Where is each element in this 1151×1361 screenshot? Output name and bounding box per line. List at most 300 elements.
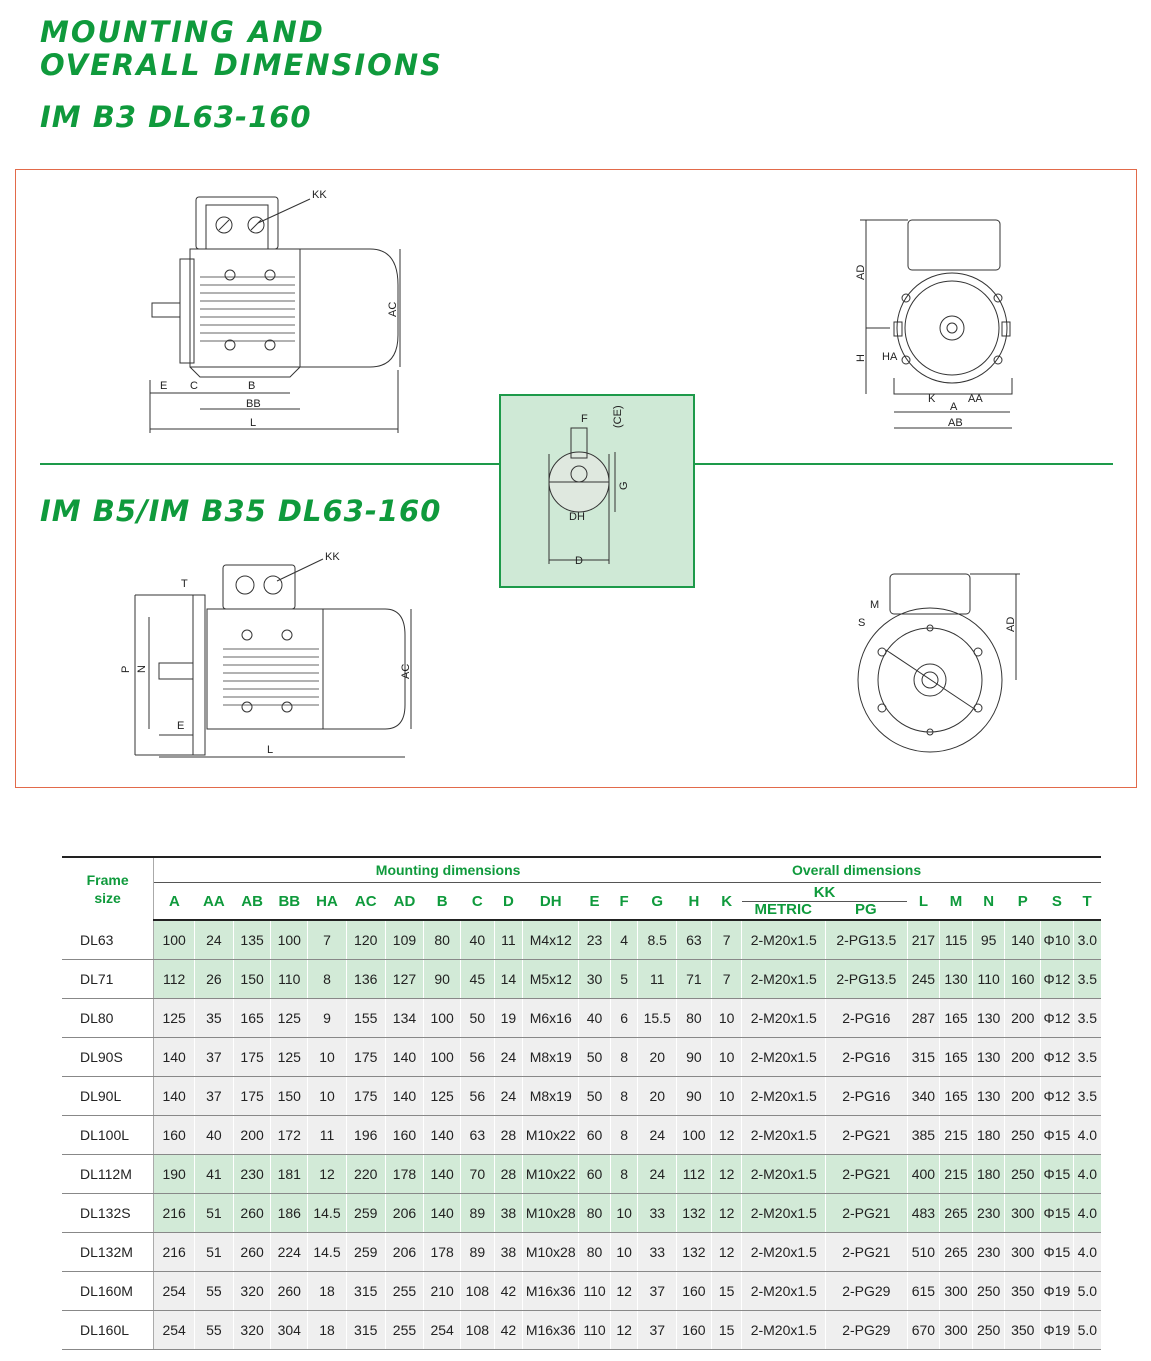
cell-h: 132 bbox=[677, 1194, 712, 1233]
cell-e: 80 bbox=[579, 1233, 611, 1272]
cell-k: 10 bbox=[711, 1077, 742, 1116]
cell-d: 24 bbox=[494, 1077, 523, 1116]
label-h: H bbox=[855, 354, 867, 362]
cell-kk-pg: 2-PG21 bbox=[826, 1194, 908, 1233]
cell-b: 254 bbox=[424, 1311, 461, 1350]
header-b: B bbox=[424, 883, 461, 921]
label-n: N bbox=[136, 665, 148, 673]
cell-a: 140 bbox=[154, 1038, 195, 1077]
cell-ad: 255 bbox=[385, 1272, 424, 1311]
table-row bbox=[62, 1194, 1101, 1233]
header-dh: DH bbox=[523, 883, 579, 921]
cell-m: 115 bbox=[940, 920, 973, 960]
header-d: D bbox=[494, 883, 523, 921]
cell-ha: 14.5 bbox=[308, 1233, 347, 1272]
header-c: C bbox=[461, 883, 495, 921]
cell-e: 50 bbox=[579, 1077, 611, 1116]
cell-b: 140 bbox=[424, 1194, 461, 1233]
cell-e: 30 bbox=[579, 960, 611, 999]
header-n: N bbox=[972, 883, 1005, 921]
label-k: K bbox=[928, 393, 936, 405]
cell-s: Φ15 bbox=[1041, 1116, 1074, 1155]
cell-a: 216 bbox=[154, 1233, 195, 1272]
cell-kk-metric: 2-M20x1.5 bbox=[742, 1233, 826, 1272]
cell-s: Φ12 bbox=[1041, 960, 1074, 999]
cell-p: 200 bbox=[1005, 1038, 1041, 1077]
label-ad-b5: AD bbox=[1005, 616, 1017, 632]
cell-ab: 200 bbox=[233, 1116, 271, 1155]
cell-n: 230 bbox=[972, 1194, 1005, 1233]
cell-n: 130 bbox=[972, 1077, 1005, 1116]
cell-b: 125 bbox=[424, 1077, 461, 1116]
cell-dh: M16x36 bbox=[523, 1272, 579, 1311]
cell-p: 250 bbox=[1005, 1155, 1041, 1194]
cell-b: 100 bbox=[424, 999, 461, 1038]
table-row bbox=[62, 1272, 1101, 1311]
cell-l: 400 bbox=[907, 1155, 940, 1194]
cell-ad: 206 bbox=[385, 1194, 424, 1233]
cell-a: 112 bbox=[154, 960, 195, 999]
header-h: H bbox=[677, 883, 712, 921]
cell-ac: 175 bbox=[346, 1077, 385, 1116]
header-ad: AD bbox=[385, 883, 424, 921]
header-l: L bbox=[907, 883, 940, 921]
header-m: M bbox=[940, 883, 973, 921]
cell-s: Φ15 bbox=[1041, 1233, 1074, 1272]
cell-ha: 12 bbox=[308, 1155, 347, 1194]
cell-b: 100 bbox=[424, 1038, 461, 1077]
cell-ab: 175 bbox=[233, 1038, 271, 1077]
frame-size-cell: DL63 bbox=[62, 920, 154, 960]
cell-l: 483 bbox=[907, 1194, 940, 1233]
cell-b: 178 bbox=[424, 1233, 461, 1272]
cell-ad: 140 bbox=[385, 1038, 424, 1077]
cell-dh: M6x16 bbox=[523, 999, 579, 1038]
cell-k: 12 bbox=[711, 1155, 742, 1194]
cell-l: 315 bbox=[907, 1038, 940, 1077]
cell-d: 28 bbox=[494, 1155, 523, 1194]
cell-t: 5.0 bbox=[1073, 1272, 1101, 1311]
cell-ab: 175 bbox=[233, 1077, 271, 1116]
table-row bbox=[62, 1077, 1101, 1116]
cell-p: 300 bbox=[1005, 1194, 1041, 1233]
cell-b: 90 bbox=[424, 960, 461, 999]
cell-l: 670 bbox=[907, 1311, 940, 1350]
cell-ac: 155 bbox=[346, 999, 385, 1038]
cell-n: 130 bbox=[972, 1038, 1005, 1077]
cell-g: 24 bbox=[638, 1116, 677, 1155]
label-ab: AB bbox=[948, 417, 963, 429]
cell-g: 8.5 bbox=[638, 920, 677, 960]
cell-f: 8 bbox=[610, 1038, 638, 1077]
cell-s: Φ15 bbox=[1041, 1155, 1074, 1194]
cell-f: 6 bbox=[610, 999, 638, 1038]
cell-bb: 181 bbox=[271, 1155, 308, 1194]
header-f: F bbox=[610, 883, 638, 921]
cell-e: 60 bbox=[579, 1155, 611, 1194]
cell-p: 160 bbox=[1005, 960, 1041, 999]
frame-size-cell: DL71 bbox=[62, 960, 154, 999]
label-ad: AD bbox=[855, 264, 867, 280]
header-kk-label: KK bbox=[742, 885, 907, 902]
cell-f: 8 bbox=[610, 1116, 638, 1155]
cell-bb: 125 bbox=[271, 999, 308, 1038]
cell-e: 60 bbox=[579, 1116, 611, 1155]
cell-a: 216 bbox=[154, 1194, 195, 1233]
label-p: P bbox=[120, 665, 132, 673]
cell-k: 7 bbox=[711, 920, 742, 960]
cell-kk-metric: 2-M20x1.5 bbox=[742, 1272, 826, 1311]
label-kk-b5: KK bbox=[325, 551, 340, 563]
cell-h: 90 bbox=[677, 1038, 712, 1077]
frame-size-cell: DL160M bbox=[62, 1272, 154, 1311]
cell-aa: 51 bbox=[195, 1194, 234, 1233]
cell-h: 90 bbox=[677, 1077, 712, 1116]
cell-h: 132 bbox=[677, 1233, 712, 1272]
cell-e: 80 bbox=[579, 1194, 611, 1233]
table-row bbox=[62, 1311, 1101, 1350]
table-row bbox=[62, 1116, 1101, 1155]
cell-c: 89 bbox=[461, 1194, 495, 1233]
cell-c: 63 bbox=[461, 1116, 495, 1155]
cell-f: 10 bbox=[610, 1194, 638, 1233]
cell-t: 5.0 bbox=[1073, 1311, 1101, 1350]
cell-k: 7 bbox=[711, 960, 742, 999]
cell-t: 3.0 bbox=[1073, 920, 1101, 960]
frame-header-line1: Frame bbox=[86, 872, 129, 888]
divider-line-right bbox=[695, 463, 1113, 465]
shaft-detail-drawing bbox=[499, 394, 695, 588]
section-title-b5: IM B5/IM B35 DL63-160 bbox=[40, 494, 442, 528]
cell-h: 112 bbox=[677, 1155, 712, 1194]
b3-side-view-drawing bbox=[130, 185, 430, 440]
cell-d: 38 bbox=[494, 1233, 523, 1272]
cell-ad: 127 bbox=[385, 960, 424, 999]
cell-ha: 18 bbox=[308, 1272, 347, 1311]
cell-ab: 150 bbox=[233, 960, 271, 999]
label-f: F bbox=[581, 413, 588, 425]
cell-k: 12 bbox=[711, 1116, 742, 1155]
cell-s: Φ19 bbox=[1041, 1272, 1074, 1311]
cell-e: 40 bbox=[579, 999, 611, 1038]
cell-bb: 304 bbox=[271, 1311, 308, 1350]
cell-l: 510 bbox=[907, 1233, 940, 1272]
cell-ha: 10 bbox=[308, 1038, 347, 1077]
label-m: M bbox=[870, 599, 880, 611]
cell-p: 200 bbox=[1005, 1077, 1041, 1116]
b5-side-view-drawing bbox=[115, 545, 425, 760]
cell-c: 40 bbox=[461, 920, 495, 960]
header-kk-metric: METRIC bbox=[754, 900, 813, 918]
cell-d: 14 bbox=[494, 960, 523, 999]
cell-g: 24 bbox=[638, 1155, 677, 1194]
cell-m: 165 bbox=[940, 999, 973, 1038]
cell-kk-metric: 2-M20x1.5 bbox=[742, 999, 826, 1038]
cell-f: 12 bbox=[610, 1272, 638, 1311]
cell-dh: M8x19 bbox=[523, 1077, 579, 1116]
cell-d: 42 bbox=[494, 1311, 523, 1350]
cell-a: 100 bbox=[154, 920, 195, 960]
group-mounting-header: Mounting dimensions bbox=[154, 857, 742, 883]
label-ac-b5: AC bbox=[400, 663, 412, 679]
cell-kk-metric: 2-M20x1.5 bbox=[742, 1077, 826, 1116]
label-s: S bbox=[858, 617, 866, 629]
cell-ha: 9 bbox=[308, 999, 347, 1038]
cell-dh: M4x12 bbox=[523, 920, 579, 960]
cell-kk-pg: 2-PG21 bbox=[826, 1155, 908, 1194]
cell-g: 33 bbox=[638, 1194, 677, 1233]
header-g: G bbox=[638, 883, 677, 921]
cell-b: 140 bbox=[424, 1155, 461, 1194]
cell-aa: 55 bbox=[195, 1311, 234, 1350]
cell-kk-metric: 2-M20x1.5 bbox=[742, 1194, 826, 1233]
cell-c: 56 bbox=[461, 1077, 495, 1116]
cell-ad: 178 bbox=[385, 1155, 424, 1194]
cell-a: 125 bbox=[154, 999, 195, 1038]
cell-k: 15 bbox=[711, 1272, 742, 1311]
cell-dh: M8x19 bbox=[523, 1038, 579, 1077]
cell-m: 300 bbox=[940, 1272, 973, 1311]
cell-kk-pg: 2-PG16 bbox=[826, 999, 908, 1038]
cell-c: 70 bbox=[461, 1155, 495, 1194]
frame-size-cell: DL160L bbox=[62, 1311, 154, 1350]
frame-header-line2: size bbox=[94, 890, 121, 906]
label-t: T bbox=[181, 578, 188, 590]
main-title-line1: MOUNTING AND bbox=[40, 15, 325, 49]
header-e: E bbox=[579, 883, 611, 921]
cell-kk-pg: 2-PG16 bbox=[826, 1077, 908, 1116]
cell-g: 37 bbox=[638, 1272, 677, 1311]
cell-t: 3.5 bbox=[1073, 1077, 1101, 1116]
cell-ab: 260 bbox=[233, 1233, 271, 1272]
cell-kk-pg: 2-PG21 bbox=[826, 1233, 908, 1272]
cell-a: 140 bbox=[154, 1077, 195, 1116]
cell-c: 108 bbox=[461, 1311, 495, 1350]
divider-line-left bbox=[40, 463, 499, 465]
table-row bbox=[62, 920, 1101, 960]
cell-d: 28 bbox=[494, 1116, 523, 1155]
cell-m: 165 bbox=[940, 1038, 973, 1077]
header-ac: AC bbox=[346, 883, 385, 921]
cell-m: 300 bbox=[940, 1311, 973, 1350]
cell-s: Φ15 bbox=[1041, 1194, 1074, 1233]
cell-l: 340 bbox=[907, 1077, 940, 1116]
cell-aa: 51 bbox=[195, 1233, 234, 1272]
cell-m: 130 bbox=[940, 960, 973, 999]
cell-c: 50 bbox=[461, 999, 495, 1038]
cell-p: 200 bbox=[1005, 999, 1041, 1038]
cell-l: 615 bbox=[907, 1272, 940, 1311]
label-g: G bbox=[618, 481, 630, 490]
cell-a: 160 bbox=[154, 1116, 195, 1155]
header-kk bbox=[742, 883, 907, 921]
b5-front-view-drawing bbox=[850, 570, 1030, 755]
cell-ac: 136 bbox=[346, 960, 385, 999]
cell-g: 33 bbox=[638, 1233, 677, 1272]
header-ha: HA bbox=[308, 883, 347, 921]
cell-ab: 165 bbox=[233, 999, 271, 1038]
table-row bbox=[62, 1233, 1101, 1272]
label-d: D bbox=[575, 555, 583, 567]
cell-kk-pg: 2-PG29 bbox=[826, 1311, 908, 1350]
label-ce: (CE) bbox=[612, 405, 624, 428]
cell-dh: M10x22 bbox=[523, 1116, 579, 1155]
cell-t: 4.0 bbox=[1073, 1155, 1101, 1194]
label-ac: AC bbox=[387, 301, 399, 317]
main-title bbox=[40, 16, 443, 82]
cell-t: 3.5 bbox=[1073, 960, 1101, 999]
cell-ad: 109 bbox=[385, 920, 424, 960]
cell-n: 250 bbox=[972, 1311, 1005, 1350]
table-row bbox=[62, 1038, 1101, 1077]
cell-kk-pg: 2-PG13.5 bbox=[826, 920, 908, 960]
header-t: T bbox=[1073, 883, 1101, 921]
cell-ha: 11 bbox=[308, 1116, 347, 1155]
cell-ab: 230 bbox=[233, 1155, 271, 1194]
cell-kk-pg: 2-PG13.5 bbox=[826, 960, 908, 999]
header-ab: AB bbox=[233, 883, 271, 921]
cell-p: 140 bbox=[1005, 920, 1041, 960]
cell-n: 95 bbox=[972, 920, 1005, 960]
cell-c: 89 bbox=[461, 1233, 495, 1272]
cell-t: 4.0 bbox=[1073, 1194, 1101, 1233]
cell-kk-pg: 2-PG16 bbox=[826, 1038, 908, 1077]
cell-g: 37 bbox=[638, 1311, 677, 1350]
cell-kk-metric: 2-M20x1.5 bbox=[742, 920, 826, 960]
cell-f: 5 bbox=[610, 960, 638, 999]
cell-s: Φ12 bbox=[1041, 1077, 1074, 1116]
cell-bb: 110 bbox=[271, 960, 308, 999]
cell-ad: 134 bbox=[385, 999, 424, 1038]
cell-p: 350 bbox=[1005, 1272, 1041, 1311]
cell-n: 130 bbox=[972, 999, 1005, 1038]
cell-h: 80 bbox=[677, 999, 712, 1038]
table-row bbox=[62, 999, 1101, 1038]
cell-e: 23 bbox=[579, 920, 611, 960]
cell-t: 3.5 bbox=[1073, 999, 1101, 1038]
main-title-line2: OVERALL DIMENSIONS bbox=[40, 48, 443, 82]
cell-bb: 172 bbox=[271, 1116, 308, 1155]
header-aa: AA bbox=[195, 883, 234, 921]
cell-t: 4.0 bbox=[1073, 1233, 1101, 1272]
cell-t: 3.5 bbox=[1073, 1038, 1101, 1077]
cell-a: 254 bbox=[154, 1311, 195, 1350]
cell-l: 217 bbox=[907, 920, 940, 960]
frame-size-cell: DL132M bbox=[62, 1233, 154, 1272]
cell-aa: 26 bbox=[195, 960, 234, 999]
cell-b: 140 bbox=[424, 1116, 461, 1155]
cell-g: 11 bbox=[638, 960, 677, 999]
cell-kk-pg: 2-PG29 bbox=[826, 1272, 908, 1311]
cell-k: 12 bbox=[711, 1233, 742, 1272]
cell-c: 56 bbox=[461, 1038, 495, 1077]
cell-kk-metric: 2-M20x1.5 bbox=[742, 960, 826, 999]
label-ha: HA bbox=[882, 351, 898, 363]
header-bb: BB bbox=[271, 883, 308, 921]
cell-ac: 315 bbox=[346, 1272, 385, 1311]
cell-c: 45 bbox=[461, 960, 495, 999]
cell-bb: 186 bbox=[271, 1194, 308, 1233]
cell-dh: M10x28 bbox=[523, 1233, 579, 1272]
header-k: K bbox=[711, 883, 742, 921]
cell-kk-metric: 2-M20x1.5 bbox=[742, 1116, 826, 1155]
cell-f: 8 bbox=[610, 1077, 638, 1116]
cell-b: 80 bbox=[424, 920, 461, 960]
cell-ac: 315 bbox=[346, 1311, 385, 1350]
cell-m: 165 bbox=[940, 1077, 973, 1116]
label-e-b5: E bbox=[177, 720, 185, 732]
cell-bb: 260 bbox=[271, 1272, 308, 1311]
cell-b: 210 bbox=[424, 1272, 461, 1311]
label-e: E bbox=[160, 380, 168, 392]
frame-size-header bbox=[62, 857, 154, 920]
cell-ad: 206 bbox=[385, 1233, 424, 1272]
cell-ab: 260 bbox=[233, 1194, 271, 1233]
cell-a: 190 bbox=[154, 1155, 195, 1194]
table-row bbox=[62, 960, 1101, 999]
cell-l: 385 bbox=[907, 1116, 940, 1155]
label-bb: BB bbox=[246, 398, 261, 410]
cell-a: 254 bbox=[154, 1272, 195, 1311]
cell-ha: 10 bbox=[308, 1077, 347, 1116]
cell-ab: 320 bbox=[233, 1272, 271, 1311]
cell-k: 10 bbox=[711, 1038, 742, 1077]
cell-n: 250 bbox=[972, 1272, 1005, 1311]
label-c: C bbox=[190, 380, 198, 392]
cell-m: 215 bbox=[940, 1155, 973, 1194]
cell-k: 12 bbox=[711, 1194, 742, 1233]
cell-c: 108 bbox=[461, 1272, 495, 1311]
cell-d: 38 bbox=[494, 1194, 523, 1233]
cell-h: 160 bbox=[677, 1311, 712, 1350]
cell-d: 19 bbox=[494, 999, 523, 1038]
cell-p: 300 bbox=[1005, 1233, 1041, 1272]
cell-aa: 24 bbox=[195, 920, 234, 960]
cell-bb: 100 bbox=[271, 920, 308, 960]
cell-g: 20 bbox=[638, 1077, 677, 1116]
cell-f: 4 bbox=[610, 920, 638, 960]
cell-m: 265 bbox=[940, 1233, 973, 1272]
cell-f: 10 bbox=[610, 1233, 638, 1272]
header-a: A bbox=[154, 883, 195, 921]
cell-k: 10 bbox=[711, 999, 742, 1038]
header-kk-pg: PG bbox=[854, 900, 877, 918]
dimensions-table bbox=[62, 856, 1101, 1350]
table-body bbox=[62, 920, 1101, 1350]
frame-size-cell: DL132S bbox=[62, 1194, 154, 1233]
cell-kk-metric: 2-M20x1.5 bbox=[742, 1155, 826, 1194]
cell-h: 160 bbox=[677, 1272, 712, 1311]
cell-d: 42 bbox=[494, 1272, 523, 1311]
cell-dh: M10x28 bbox=[523, 1194, 579, 1233]
cell-ha: 18 bbox=[308, 1311, 347, 1350]
cell-l: 245 bbox=[907, 960, 940, 999]
cell-ac: 259 bbox=[346, 1233, 385, 1272]
cell-bb: 125 bbox=[271, 1038, 308, 1077]
cell-aa: 41 bbox=[195, 1155, 234, 1194]
cell-ac: 196 bbox=[346, 1116, 385, 1155]
cell-ac: 120 bbox=[346, 920, 385, 960]
cell-s: Φ12 bbox=[1041, 999, 1074, 1038]
cell-ad: 160 bbox=[385, 1116, 424, 1155]
cell-ha: 8 bbox=[308, 960, 347, 999]
cell-n: 110 bbox=[972, 960, 1005, 999]
frame-size-cell: DL90L bbox=[62, 1077, 154, 1116]
cell-h: 71 bbox=[677, 960, 712, 999]
cell-d: 11 bbox=[494, 920, 523, 960]
label-kk: KK bbox=[312, 189, 327, 201]
cell-ab: 320 bbox=[233, 1311, 271, 1350]
